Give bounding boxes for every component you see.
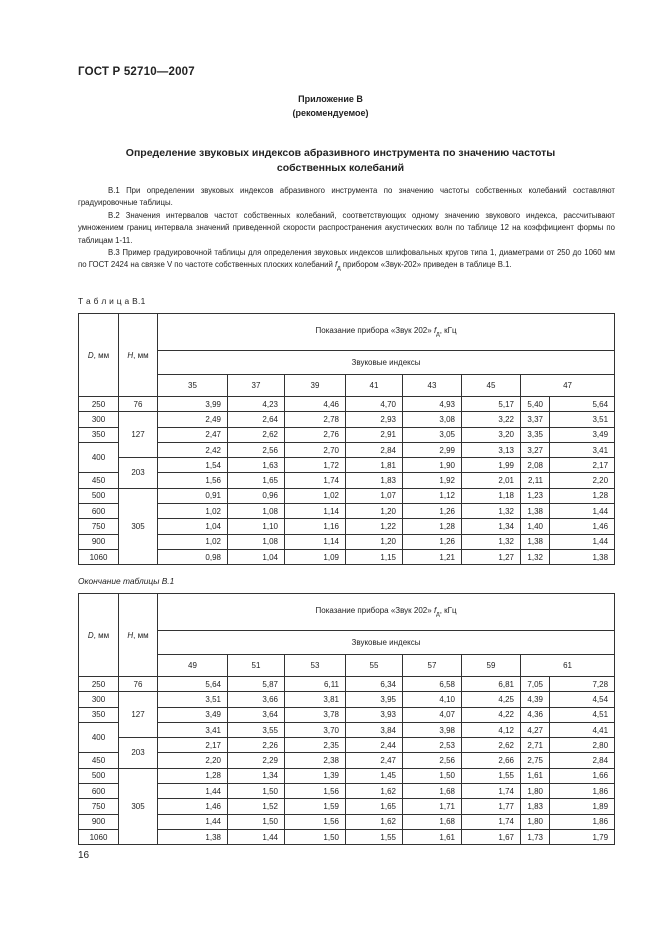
value-cell: 1,50 bbox=[403, 768, 462, 783]
paragraph-b3: В.3 Пример градуировочной таблицы для определения звуковых индексов шлифовальных кругов типа 1, диаметрами от 250 до 1060 мм по ГОСТ 2424 на связке V по частоте собственных плоских колебаний $f_д$ прибором «Звук-202» приведен в таблице В.1. bbox=[78, 248, 615, 272]
value-cell: 1,89 bbox=[550, 799, 615, 814]
value-cell: 1,61 bbox=[521, 768, 550, 783]
value-cell: 1,04 bbox=[158, 519, 228, 534]
d-cell: 750 bbox=[79, 519, 119, 534]
table-row bbox=[79, 829, 615, 844]
value-cell: 1,55 bbox=[346, 829, 403, 844]
value-cell: 1,50 bbox=[228, 814, 285, 829]
value-cell: 1,72 bbox=[285, 458, 346, 473]
value-cell: 1,34 bbox=[228, 768, 285, 783]
value-cell: 4,41 bbox=[550, 722, 615, 737]
value-cell: 4,10 bbox=[403, 692, 462, 707]
table-row bbox=[79, 534, 615, 549]
value-cell: 5,64 bbox=[550, 397, 615, 412]
value-cell: 1,44 bbox=[550, 534, 615, 549]
value-cell: 1,23 bbox=[521, 488, 550, 503]
d-cell: 900 bbox=[79, 534, 119, 549]
value-cell: 2,70 bbox=[285, 442, 346, 457]
value-cell: 3,55 bbox=[228, 722, 285, 737]
table-row bbox=[79, 814, 615, 829]
table-row bbox=[79, 458, 615, 473]
value-cell: 1,80 bbox=[521, 784, 550, 799]
value-cell: 3,37 bbox=[521, 412, 550, 427]
value-cell: 3,70 bbox=[285, 722, 346, 737]
value-cell: 1,38 bbox=[521, 504, 550, 519]
value-cell: 1,79 bbox=[550, 829, 615, 844]
value-cell: 1,38 bbox=[158, 829, 228, 844]
value-cell: 1,20 bbox=[346, 534, 403, 549]
value-cell: 3,51 bbox=[550, 412, 615, 427]
value-cell: 7,05 bbox=[521, 677, 550, 692]
value-cell: 1,59 bbox=[285, 799, 346, 814]
table-row bbox=[79, 799, 615, 814]
h-cell: 76 bbox=[119, 397, 158, 412]
table-row bbox=[79, 753, 615, 768]
value-cell: 3,66 bbox=[228, 692, 285, 707]
value-cell: 0,96 bbox=[228, 488, 285, 503]
value-cell: 1,21 bbox=[403, 549, 462, 564]
value-cell: 2,66 bbox=[462, 753, 521, 768]
table-row bbox=[79, 549, 615, 564]
table-row bbox=[79, 519, 615, 534]
h-cell: 76 bbox=[119, 677, 158, 692]
value-cell: 2,47 bbox=[158, 427, 228, 442]
d-cell: 600 bbox=[79, 784, 119, 799]
index-cell: 43 bbox=[403, 375, 462, 397]
value-cell: 4,46 bbox=[285, 397, 346, 412]
h-cell: 203 bbox=[119, 738, 158, 769]
value-cell: 2,80 bbox=[550, 738, 615, 753]
d-cell: 1060 bbox=[79, 829, 119, 844]
value-cell: 1,14 bbox=[285, 534, 346, 549]
value-cell: 1,32 bbox=[521, 549, 550, 564]
value-cell: 3,51 bbox=[158, 692, 228, 707]
index-cell: 59 bbox=[462, 655, 521, 677]
value-cell: 1,08 bbox=[228, 534, 285, 549]
value-cell: 2,17 bbox=[550, 458, 615, 473]
d-cell: 1060 bbox=[79, 549, 119, 564]
d-cell: 600 bbox=[79, 504, 119, 519]
value-cell: 6,34 bbox=[346, 677, 403, 692]
d-cell: 250 bbox=[79, 677, 119, 692]
value-cell: 2,99 bbox=[403, 442, 462, 457]
table-row bbox=[79, 397, 615, 412]
value-cell: 4,25 bbox=[462, 692, 521, 707]
table-row bbox=[79, 442, 615, 457]
value-cell: 2,47 bbox=[346, 753, 403, 768]
value-cell: 4,70 bbox=[346, 397, 403, 412]
value-cell: 1,20 bbox=[346, 504, 403, 519]
value-cell: 2,20 bbox=[550, 473, 615, 488]
table-row bbox=[79, 412, 615, 427]
value-cell: 1,32 bbox=[462, 534, 521, 549]
h-cell: 305 bbox=[119, 768, 158, 844]
paragraph-b1: В.1 При определении звуковых индексов абразивного инструмента по значению частоты собственных колебаний составляют градуировочные таблицы. bbox=[78, 186, 615, 208]
value-cell: 3,49 bbox=[550, 427, 615, 442]
value-cell: 1,71 bbox=[403, 799, 462, 814]
value-cell: 1,38 bbox=[550, 549, 615, 564]
value-cell: 3,41 bbox=[550, 442, 615, 457]
value-cell: 1,46 bbox=[550, 519, 615, 534]
value-cell: 1,44 bbox=[158, 784, 228, 799]
value-cell: 1,92 bbox=[403, 473, 462, 488]
value-cell: 1,68 bbox=[403, 814, 462, 829]
d-cell: 450 bbox=[79, 753, 119, 768]
value-cell: 1,63 bbox=[228, 458, 285, 473]
index-cell: 45 bbox=[462, 375, 521, 397]
value-cell: 1,86 bbox=[550, 814, 615, 829]
d-cell: 450 bbox=[79, 473, 119, 488]
table-row bbox=[79, 738, 615, 753]
column-header-indices: Звуковые индексы bbox=[158, 351, 615, 375]
value-cell: 3,08 bbox=[403, 412, 462, 427]
value-cell: 3,35 bbox=[521, 427, 550, 442]
value-cell: 5,40 bbox=[521, 397, 550, 412]
value-cell: 1,65 bbox=[346, 799, 403, 814]
index-cell: 57 bbox=[403, 655, 462, 677]
table-continuation-caption: Окончание таблицы В.1 bbox=[78, 576, 175, 586]
column-header-d: D, мм bbox=[79, 314, 119, 397]
table-row bbox=[79, 677, 615, 692]
value-cell: 2,01 bbox=[462, 473, 521, 488]
d-cell: 400 bbox=[79, 722, 119, 753]
value-cell: 2,62 bbox=[228, 427, 285, 442]
value-cell: 3,05 bbox=[403, 427, 462, 442]
value-cell: 1,09 bbox=[285, 549, 346, 564]
d-cell: 400 bbox=[79, 442, 119, 473]
value-cell: 2,17 bbox=[158, 738, 228, 753]
value-cell: 2,64 bbox=[228, 412, 285, 427]
value-cell: 1,56 bbox=[285, 784, 346, 799]
value-cell: 2,56 bbox=[403, 753, 462, 768]
value-cell: 1,83 bbox=[521, 799, 550, 814]
table-row bbox=[79, 768, 615, 783]
value-cell: 2,76 bbox=[285, 427, 346, 442]
page-number: 16 bbox=[78, 850, 90, 861]
value-cell: 1,90 bbox=[403, 458, 462, 473]
value-cell: 5,87 bbox=[228, 677, 285, 692]
value-cell: 4,93 bbox=[403, 397, 462, 412]
table-caption: Т а б л и ц а В.1 bbox=[78, 296, 146, 306]
value-cell: 1,99 bbox=[462, 458, 521, 473]
value-cell: 2,38 bbox=[285, 753, 346, 768]
h-cell: 127 bbox=[119, 412, 158, 458]
column-header-h: H, мм bbox=[119, 314, 158, 397]
value-cell: 5,64 bbox=[158, 677, 228, 692]
value-cell: 1,61 bbox=[403, 829, 462, 844]
value-cell: 1,16 bbox=[285, 519, 346, 534]
value-cell: 1,34 bbox=[462, 519, 521, 534]
value-cell: 3,99 bbox=[158, 397, 228, 412]
value-cell: 3,27 bbox=[521, 442, 550, 457]
value-cell: 1,26 bbox=[403, 534, 462, 549]
d-cell: 350 bbox=[79, 707, 119, 722]
table-row bbox=[79, 784, 615, 799]
value-cell: 1,02 bbox=[158, 504, 228, 519]
value-cell: 3,98 bbox=[403, 722, 462, 737]
value-cell: 6,58 bbox=[403, 677, 462, 692]
value-cell: 1,68 bbox=[403, 784, 462, 799]
value-cell: 2,44 bbox=[346, 738, 403, 753]
value-cell: 4,12 bbox=[462, 722, 521, 737]
value-cell: 1,44 bbox=[158, 814, 228, 829]
h-cell: 127 bbox=[119, 692, 158, 738]
value-cell: 3,81 bbox=[285, 692, 346, 707]
index-cell: 53 bbox=[285, 655, 346, 677]
value-cell: 1,18 bbox=[462, 488, 521, 503]
d-cell: 500 bbox=[79, 488, 119, 503]
value-cell: 4,22 bbox=[462, 707, 521, 722]
value-cell: 1,86 bbox=[550, 784, 615, 799]
value-cell: 3,84 bbox=[346, 722, 403, 737]
value-cell: 1,56 bbox=[285, 814, 346, 829]
d-cell: 300 bbox=[79, 692, 119, 707]
value-cell: 2,62 bbox=[462, 738, 521, 753]
value-cell: 2,42 bbox=[158, 442, 228, 457]
value-cell: 1,15 bbox=[346, 549, 403, 564]
value-cell: 1,74 bbox=[462, 784, 521, 799]
h-cell: 305 bbox=[119, 488, 158, 564]
value-cell: 3,13 bbox=[462, 442, 521, 457]
value-cell: 2,26 bbox=[228, 738, 285, 753]
value-cell: 1,04 bbox=[228, 549, 285, 564]
table-row bbox=[79, 692, 615, 707]
column-header-reading: Показание прибора «Звук 202» $f_д$, кГц bbox=[158, 314, 615, 351]
value-cell: 2,84 bbox=[550, 753, 615, 768]
value-cell: 1,77 bbox=[462, 799, 521, 814]
h-cell: 203 bbox=[119, 458, 158, 489]
value-cell: 1,27 bbox=[462, 549, 521, 564]
value-cell: 1,28 bbox=[403, 519, 462, 534]
value-cell: 4,51 bbox=[550, 707, 615, 722]
column-header-h: H, мм bbox=[119, 594, 158, 677]
index-cell: 61 bbox=[521, 655, 615, 677]
value-cell: 2,93 bbox=[346, 412, 403, 427]
value-cell: 2,56 bbox=[228, 442, 285, 457]
table-row bbox=[79, 707, 615, 722]
value-cell: 7,28 bbox=[550, 677, 615, 692]
index-cell: 49 bbox=[158, 655, 228, 677]
value-cell: 1,44 bbox=[228, 829, 285, 844]
value-cell: 1,56 bbox=[158, 473, 228, 488]
value-cell: 1,45 bbox=[346, 768, 403, 783]
table-row bbox=[79, 488, 615, 503]
section-title: Определение звуковых индексов абразивного инструмента по значению частоты собственных колебаний bbox=[125, 147, 556, 174]
value-cell: 1,02 bbox=[285, 488, 346, 503]
annex-title: Приложение В bbox=[298, 94, 363, 104]
value-cell: 4,36 bbox=[521, 707, 550, 722]
value-cell: 1,54 bbox=[158, 458, 228, 473]
value-cell: 3,78 bbox=[285, 707, 346, 722]
index-cell: 47 bbox=[521, 375, 615, 397]
value-cell: 0,91 bbox=[158, 488, 228, 503]
index-cell: 55 bbox=[346, 655, 403, 677]
body-text bbox=[78, 185, 615, 275]
value-cell: 1,81 bbox=[346, 458, 403, 473]
calibration-table-continuation bbox=[78, 593, 615, 845]
value-cell: 1,10 bbox=[228, 519, 285, 534]
index-cell: 51 bbox=[228, 655, 285, 677]
value-cell: 2,75 bbox=[521, 753, 550, 768]
d-cell: 900 bbox=[79, 814, 119, 829]
value-cell: 1,62 bbox=[346, 814, 403, 829]
value-cell: 1,74 bbox=[285, 473, 346, 488]
paragraph-b2: В.2 Значения интервалов частот собственных колебаний, соответствующих одному значению звукового индекса, рассчитывают умножением границ интервала значений приведенной скорости распространения акустических волн по таблице 12 на коэффициент формы по таблицам 1-11. bbox=[78, 210, 615, 245]
value-cell: 4,54 bbox=[550, 692, 615, 707]
value-cell: 1,44 bbox=[550, 504, 615, 519]
value-cell: 1,28 bbox=[158, 768, 228, 783]
table-row bbox=[79, 427, 615, 442]
value-cell: 4,39 bbox=[521, 692, 550, 707]
d-cell: 500 bbox=[79, 768, 119, 783]
value-cell: 2,78 bbox=[285, 412, 346, 427]
value-cell: 2,91 bbox=[346, 427, 403, 442]
value-cell: 2,84 bbox=[346, 442, 403, 457]
value-cell: 1,67 bbox=[462, 829, 521, 844]
value-cell: 2,35 bbox=[285, 738, 346, 753]
value-cell: 1,50 bbox=[228, 784, 285, 799]
value-cell: 6,11 bbox=[285, 677, 346, 692]
value-cell: 1,12 bbox=[403, 488, 462, 503]
value-cell: 1,83 bbox=[346, 473, 403, 488]
column-header-indices: Звуковые индексы bbox=[158, 631, 615, 655]
value-cell: 1,46 bbox=[158, 799, 228, 814]
value-cell: 1,07 bbox=[346, 488, 403, 503]
document-header: ГОСТ Р 52710—2007 bbox=[78, 66, 195, 78]
value-cell: 2,49 bbox=[158, 412, 228, 427]
value-cell: 3,20 bbox=[462, 427, 521, 442]
column-header-d: D, мм bbox=[79, 594, 119, 677]
value-cell: 1,02 bbox=[158, 534, 228, 549]
value-cell: 2,20 bbox=[158, 753, 228, 768]
value-cell: 4,07 bbox=[403, 707, 462, 722]
table-row bbox=[79, 504, 615, 519]
index-cell: 39 bbox=[285, 375, 346, 397]
value-cell: 4,23 bbox=[228, 397, 285, 412]
value-cell: 1,32 bbox=[462, 504, 521, 519]
calibration-table bbox=[78, 313, 615, 565]
value-cell: 1,55 bbox=[462, 768, 521, 783]
annex-status: (рекомендуемое) bbox=[292, 108, 369, 118]
d-cell: 250 bbox=[79, 397, 119, 412]
value-cell: 1,73 bbox=[521, 829, 550, 844]
value-cell: 2,53 bbox=[403, 738, 462, 753]
value-cell: 2,29 bbox=[228, 753, 285, 768]
value-cell: 1,08 bbox=[228, 504, 285, 519]
value-cell: 1,50 bbox=[285, 829, 346, 844]
value-cell: 1,26 bbox=[403, 504, 462, 519]
d-cell: 300 bbox=[79, 412, 119, 427]
value-cell: 5,17 bbox=[462, 397, 521, 412]
value-cell: 1,80 bbox=[521, 814, 550, 829]
table-row bbox=[79, 473, 615, 488]
value-cell: 4,27 bbox=[521, 722, 550, 737]
value-cell: 1,14 bbox=[285, 504, 346, 519]
value-cell: 1,65 bbox=[228, 473, 285, 488]
value-cell: 1,39 bbox=[285, 768, 346, 783]
table-row bbox=[79, 722, 615, 737]
value-cell: 3,41 bbox=[158, 722, 228, 737]
index-cell: 37 bbox=[228, 375, 285, 397]
value-cell: 2,11 bbox=[521, 473, 550, 488]
value-cell: 2,71 bbox=[521, 738, 550, 753]
value-cell: 3,93 bbox=[346, 707, 403, 722]
index-cell: 41 bbox=[346, 375, 403, 397]
value-cell: 1,28 bbox=[550, 488, 615, 503]
value-cell: 0,98 bbox=[158, 549, 228, 564]
value-cell: 3,22 bbox=[462, 412, 521, 427]
d-cell: 350 bbox=[79, 427, 119, 442]
value-cell: 1,22 bbox=[346, 519, 403, 534]
value-cell: 1,40 bbox=[521, 519, 550, 534]
value-cell: 6,81 bbox=[462, 677, 521, 692]
value-cell: 1,38 bbox=[521, 534, 550, 549]
d-cell: 750 bbox=[79, 799, 119, 814]
value-cell: 2,08 bbox=[521, 458, 550, 473]
value-cell: 3,49 bbox=[158, 707, 228, 722]
value-cell: 3,64 bbox=[228, 707, 285, 722]
value-cell: 1,74 bbox=[462, 814, 521, 829]
value-cell: 1,52 bbox=[228, 799, 285, 814]
index-cell: 35 bbox=[158, 375, 228, 397]
value-cell: 1,62 bbox=[346, 784, 403, 799]
column-header-reading: Показание прибора «Звук 202» $f_д$, кГц bbox=[158, 594, 615, 631]
value-cell: 3,95 bbox=[346, 692, 403, 707]
value-cell: 1,66 bbox=[550, 768, 615, 783]
